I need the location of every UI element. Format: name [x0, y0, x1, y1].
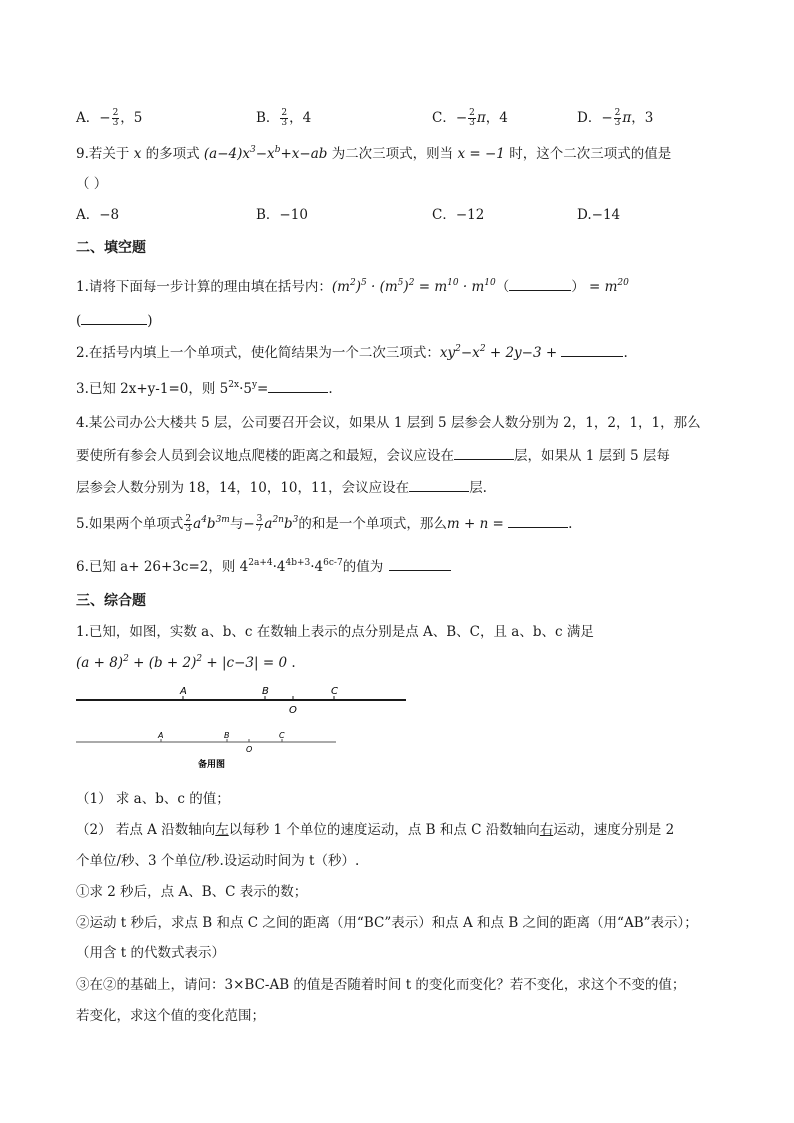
underlined-word: 右 — [539, 822, 554, 838]
q9-stem — [76, 144, 671, 164]
period: . — [328, 381, 333, 397]
q8-option-c — [432, 108, 508, 128]
answer-blank[interactable] — [409, 477, 469, 492]
s3-sub2-line2: 个单位/秒、3 个单位/秒.设运动时间为 t（秒）. — [76, 853, 360, 869]
q-text: 2.在括号内填上一个单项式，使化简结果为一个二次三项式： — [76, 345, 440, 361]
fraction-numerator: 2 — [281, 108, 288, 118]
point-label-c: C — [331, 686, 338, 697]
paren-close: ) — [147, 313, 153, 329]
q9-option-d: D.−14 — [577, 207, 621, 223]
q9-text: 为二次三项式，则当 — [331, 146, 454, 162]
fraction-numerator: 3 — [256, 514, 263, 524]
s2-q1-line2 — [76, 310, 153, 331]
option-letter: D． — [577, 110, 602, 126]
q-text: 要使所有参会人员到会议地点爬楼的距离之和最短，会议应设在 — [76, 448, 454, 464]
section-3-title: 三、综合题 — [76, 593, 146, 609]
exponent: 2 — [479, 344, 486, 354]
math: b — [206, 516, 216, 532]
fraction-denominator: 3 — [281, 118, 288, 128]
option-rest: ，5 — [120, 110, 143, 126]
s2-q4-line1: 4.某公司办公大楼共 5 层，公司要召开会议，如果从 1 层到 5 层参会人数分别为 2，1，2，1，1，那么 — [76, 415, 701, 431]
math: + |c−3| = 0 — [202, 655, 288, 671]
q-text: ·4 — [272, 559, 286, 575]
answer-blank[interactable] — [508, 513, 568, 528]
q9-polynomial — [204, 146, 327, 162]
section-2-title: 二、填空题 — [76, 240, 146, 256]
exponent: 2 — [349, 278, 356, 288]
point-label-b: B — [262, 686, 269, 697]
q-text: 3.已知 2x+y-1=0，则 5 — [76, 381, 229, 397]
answer-blank[interactable] — [81, 310, 147, 325]
minus-sign: − — [601, 110, 613, 126]
option-rest: ，4 — [485, 110, 508, 126]
option-letter: C． — [432, 110, 456, 126]
exponent: 2 — [408, 278, 415, 288]
math: · m — [458, 279, 485, 295]
period: . — [287, 655, 296, 671]
exponent: 20 — [617, 278, 629, 288]
pi-symbol: π — [476, 110, 486, 126]
exponent: 5 — [360, 278, 367, 288]
q9-text: 时，这个二次三项式的值是 — [509, 146, 672, 162]
math: ) — [403, 279, 409, 295]
s2-q4-line3 — [76, 477, 487, 498]
figure-caption: 备用图 — [198, 760, 226, 770]
math: ) — [355, 279, 361, 295]
answer-blank[interactable] — [389, 556, 451, 571]
option-letter: A． — [76, 110, 100, 126]
math: (m — [331, 279, 350, 295]
math: a — [193, 516, 202, 532]
fraction-numerator: 2 — [469, 108, 475, 118]
s3-q1-line1: 1.已知，如图，实数 a、b、c 在数轴上表示的点分别是点 A、B、C，且 a、b、c 满足 — [76, 624, 594, 640]
exponent: 3m — [215, 515, 230, 525]
s3-sub2-line1 — [76, 820, 674, 840]
fraction-denominator: 3 — [469, 118, 475, 128]
minus-sign: − — [455, 110, 468, 126]
s3-sub1: （1） 求 a、b、c 的值； — [76, 791, 230, 807]
q-text: = — [257, 381, 269, 397]
option-rest: ，3 — [631, 110, 654, 126]
exponent: 2 — [196, 654, 203, 664]
exponent: b — [274, 145, 281, 155]
s2-q6 — [76, 556, 451, 577]
q9-condition: x = −1 — [457, 146, 505, 162]
exponent: 2n — [272, 515, 284, 525]
exponent: 3 — [292, 515, 299, 525]
q9-text: 的多项式 — [145, 146, 200, 162]
paren-close: ） — [571, 279, 585, 295]
q-text: 层，如果从 1 层到 5 层每 — [514, 448, 670, 464]
q-text: 以每秒 1 个单位的速度运动，点 B 和点 C 沿数轴向 — [228, 822, 540, 838]
minus-sign: − — [243, 516, 255, 532]
math: b — [283, 516, 293, 532]
s3-circle-3: ③在②的基础上，请问：3×BC-AB 的值是否随着时间 t 的变化而变化？若不变化，求这个不变的值； — [76, 977, 686, 993]
underlined-word: 左 — [215, 822, 229, 838]
fraction — [280, 109, 288, 128]
paren-open: ( — [76, 313, 82, 329]
fraction — [112, 109, 120, 128]
answer-blank[interactable] — [268, 378, 328, 393]
s3-circle-3b: 若变化，求这个值的变化范围； — [76, 1008, 265, 1024]
math: · (m — [366, 279, 398, 295]
math: (a−4)x — [203, 146, 251, 162]
math: −x — [460, 345, 480, 361]
s2-q3 — [76, 378, 333, 399]
option-rest: ，4 — [289, 110, 312, 126]
fraction-numerator: 2 — [185, 514, 192, 524]
fraction-numerator: 2 — [112, 108, 119, 118]
q9-option-a: A．−8 — [76, 207, 120, 223]
exponent: y — [251, 380, 258, 390]
pi-symbol: π — [622, 110, 632, 126]
q-text: 的和是一个单项式，那么 — [298, 516, 447, 532]
q-text: 运动，速度分别是 2 — [553, 822, 675, 838]
s3-circle-2b: （用含 t 的代数式表示） — [76, 945, 226, 961]
answer-blank[interactable] — [509, 276, 571, 291]
q-text: ·4 — [310, 559, 324, 575]
period: . — [568, 516, 573, 532]
s3-q1-equation — [76, 653, 296, 673]
math: m + n = — [446, 516, 509, 532]
fraction-numerator: 2 — [614, 108, 621, 118]
q-text: 与 — [229, 516, 244, 532]
q9-option-b: B．−10 — [256, 207, 308, 223]
q-text: 6.已知 a+ 26+3c=2，则 4 — [76, 559, 249, 575]
exponent: 5 — [397, 278, 404, 288]
number-line-main — [76, 682, 408, 718]
q-text: 层参会人数分别为 18，14，10，10，11，会议应设在 — [76, 480, 410, 496]
exponent: 3 — [250, 145, 256, 155]
exponent: 10 — [447, 278, 459, 288]
s3-circle-2: ②运动 t 秒后，求点 B 和点 C 之间的距离（用“BC”表示）和点 A 和点 B 之间的距离（用“AB”表示）； — [76, 915, 698, 931]
math: −x — [255, 146, 275, 162]
q-text: ·5 — [239, 381, 252, 397]
point-label-b: B — [224, 731, 230, 740]
math: + (b + 2) — [128, 655, 197, 671]
q9-text: 9.若关于 — [76, 146, 130, 162]
q9-option-c: C．−12 — [432, 207, 485, 223]
s3-circle-1: ①求 2 秒后，点 A、B、C 表示的数； — [76, 884, 308, 900]
fraction-denominator: 3 — [614, 118, 621, 128]
option-letter: B． — [256, 110, 280, 126]
minus-sign: − — [99, 110, 111, 126]
fraction-denominator: 3 — [112, 118, 119, 128]
q-text: 层. — [469, 480, 487, 496]
q-text: （2） 若点 A 沿数轴向 — [76, 822, 216, 838]
point-label-o: O — [289, 705, 297, 716]
fraction-denominator: 7 — [256, 524, 263, 534]
math: xy — [439, 345, 456, 361]
exponent: 2 — [455, 344, 461, 354]
math: + 2y−3 + — [485, 345, 562, 361]
exponent: 2a+4 — [248, 558, 273, 568]
point-label-a: A — [158, 731, 164, 740]
s2-q4-line2 — [76, 445, 670, 466]
exponent: 4b+3 — [285, 558, 311, 568]
exponent: 2 — [123, 654, 129, 664]
number-line-spare — [76, 730, 340, 770]
math: = m — [584, 279, 618, 295]
q9-paren: （ ） — [76, 176, 108, 192]
period: . — [623, 345, 628, 361]
q8-option-d — [577, 108, 653, 128]
math: = m — [414, 279, 448, 295]
q-text: 的值为 — [342, 559, 384, 575]
q-text: 1.请将下面每一步计算的理由填在括号内： — [76, 279, 332, 295]
answer-blank[interactable] — [454, 445, 514, 460]
s2-q1 — [76, 276, 629, 297]
fraction — [468, 109, 476, 128]
fraction — [184, 515, 192, 534]
math-variable: x — [133, 146, 142, 162]
answer-blank[interactable] — [561, 342, 623, 357]
q8-option-b — [256, 108, 311, 128]
exponent: 4 — [201, 515, 207, 525]
paren-open: （ — [495, 279, 510, 295]
math: (a + 8) — [76, 655, 124, 671]
point-label-a: A — [180, 686, 187, 697]
math: a — [264, 516, 273, 532]
point-label-c: C — [279, 731, 285, 740]
fraction — [614, 109, 622, 128]
point-label-o: O — [246, 745, 253, 754]
exponent: 2x — [228, 380, 240, 390]
q-text: 5.如果两个单项式 — [76, 516, 184, 532]
fraction-denominator: 3 — [185, 524, 192, 534]
fraction — [256, 515, 264, 534]
q8-option-a — [76, 108, 142, 128]
exponent: 6c-7 — [323, 558, 343, 568]
math: +x−ab — [280, 146, 328, 162]
exponent: 10 — [484, 278, 496, 288]
s2-q5 — [76, 513, 572, 534]
s2-q2 — [76, 342, 628, 363]
